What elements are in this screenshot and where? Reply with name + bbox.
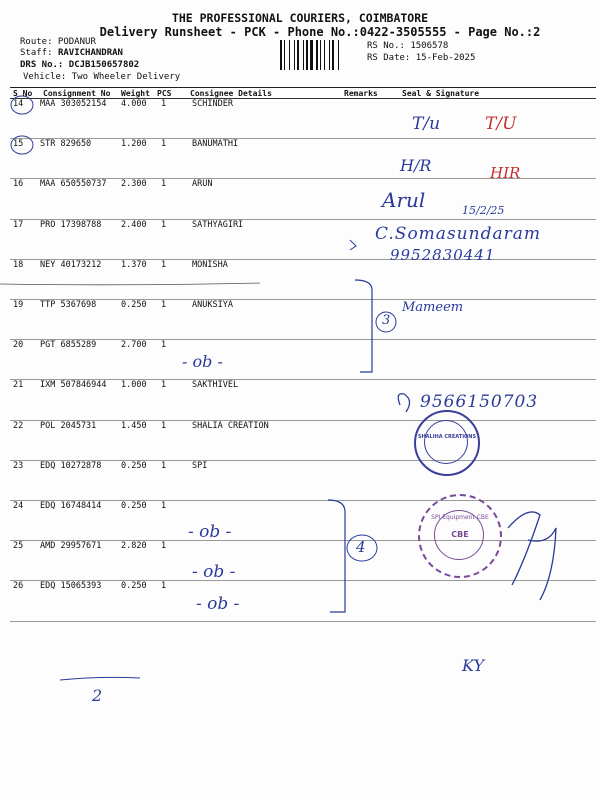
bottom-stroke <box>60 677 140 680</box>
hw-dash-25: - ob - <box>192 562 236 582</box>
hw-dash-26: - ob - <box>196 594 240 614</box>
cell-pcs: 1 <box>161 340 167 351</box>
cell-sno: 26 <box>13 581 24 592</box>
cell-sno: 25 <box>13 541 24 552</box>
cell-weight: 1.450 <box>121 420 147 431</box>
hw-right-scrawl: KY <box>462 656 485 675</box>
col-pcs: PCS <box>157 89 172 98</box>
drs-label: DRS No.: <box>20 60 69 70</box>
cell-pcs: 1 <box>161 541 167 552</box>
staff-label: Staff: <box>20 48 58 58</box>
cell-cno: IXM 507846944 <box>40 380 107 391</box>
cell-consignee: SPI <box>192 460 208 471</box>
cell-cno: POL 2045731 <box>40 420 97 431</box>
cell-sno: 16 <box>13 179 24 190</box>
hw-bottom-scrawl: 2 <box>92 686 103 705</box>
spi-stamp-text: SPI Equipment CBE <box>431 514 489 521</box>
cell-consignee: MONISHA <box>192 259 228 270</box>
cell-cno: EDQ 16748414 <box>40 501 102 511</box>
cell-cno: MAA 303052154 <box>40 99 107 109</box>
spi-stamp <box>418 494 502 578</box>
cell-consignee: SATHYAGIRI <box>192 219 244 230</box>
hw-bracket-3: 3 <box>382 313 391 328</box>
cell-cno: PGT 6855289 <box>40 340 97 351</box>
cell-sno: 15 <box>13 139 24 150</box>
col-weight: Weight <box>121 89 150 98</box>
vehicle: Vehicle: Two Wheeler Delivery <box>23 72 181 82</box>
cell-pcs: 1 <box>161 501 167 511</box>
cell-cno: AMD 29957671 <box>40 541 102 552</box>
cell-sno: 19 <box>13 300 24 310</box>
cell-weight: 2.300 <box>121 179 147 190</box>
cell-pcs: 1 <box>161 139 167 150</box>
cell-sno: 23 <box>13 460 24 471</box>
drs-number: DCJB150657802 <box>68 60 140 70</box>
cell-pcs: 1 <box>161 259 167 270</box>
cell-cno: TTP 5367698 <box>40 300 97 310</box>
cell-sno: 24 <box>13 501 24 511</box>
cell-cno: NEY 40173212 <box>40 259 102 270</box>
spi-stamp-center: CBE <box>451 530 469 539</box>
cell-pcs: 1 <box>161 300 167 310</box>
cell-sno: 14 <box>13 99 24 109</box>
cell-consignee: ANUKSIYA <box>192 300 233 310</box>
shaliha-stamp-inner-ring <box>424 420 468 464</box>
cell-consignee: SHALIA CREATION <box>192 420 269 431</box>
shaliha-stamp <box>414 410 480 476</box>
cell-weight: 2.400 <box>121 219 147 230</box>
cell-weight: 0.250 <box>121 581 147 592</box>
rs-date: RS Date: 15-Feb-2025 <box>367 53 476 63</box>
cell-cno: STR 829650 <box>40 139 92 150</box>
runsheet-subtitle: Delivery Runsheet - PCK - Phone No.:0422-3505555 - Page No.:2 <box>99 25 541 39</box>
col-sno: S No <box>13 89 33 98</box>
route: Route: PODANUR <box>20 37 96 47</box>
cell-pcs: 1 <box>161 380 167 391</box>
cell-pcs: 1 <box>161 99 167 109</box>
hw-bracket-4: 4 <box>356 538 366 556</box>
cell-consignee: ARUN <box>192 179 213 190</box>
hw-arun-signature: Arul <box>382 188 426 212</box>
spi-signature <box>508 512 556 600</box>
hw-dash-24: - ob - <box>188 522 232 542</box>
tick-mark <box>350 240 356 250</box>
cell-weight: 4.000 <box>121 99 147 109</box>
cell-cno: MAA 650550737 <box>40 179 107 190</box>
hw-arun-date: 15/2/25 <box>462 204 505 217</box>
circle-15 <box>11 136 33 154</box>
cell-consignee: SAKTHIVEL <box>192 380 239 391</box>
cell-pcs: 1 <box>161 581 167 592</box>
col-consignment: Consignment No <box>43 89 111 98</box>
shaliha-stamp-text: SHALIHA CREATIONS <box>417 434 477 440</box>
staff-name: RAVICHANDRAN <box>57 48 123 58</box>
sakthivel-signature <box>398 394 409 412</box>
hw-dash-20: - ob - <box>182 352 223 371</box>
hw-phone-1: 9952830441 <box>390 246 496 264</box>
cell-weight: 0.250 <box>121 501 147 511</box>
col-seal: Seal & Signature <box>402 89 480 98</box>
cell-weight: 2.700 <box>121 340 147 351</box>
cell-sno: 18 <box>13 259 24 270</box>
hw-tu-2: T/U <box>485 114 517 134</box>
rs-number: RS No.: 1506578 <box>367 41 449 51</box>
company-title: THE PROFESSIONAL COURIERS, COIMBATORE <box>171 11 429 25</box>
hw-hr-2: HIR <box>490 164 521 182</box>
hw-sathya-name: C.Somasundaram <box>375 224 541 244</box>
cell-weight: 1.370 <box>121 259 147 270</box>
cell-sno: 21 <box>13 380 24 391</box>
bracket-19-20 <box>355 280 372 372</box>
hw-tu-1: T/u <box>412 114 441 134</box>
cell-weight: 1.200 <box>121 139 147 150</box>
cell-sno: 20 <box>13 340 24 351</box>
col-remarks: Remarks <box>344 89 378 98</box>
cell-consignee: BANUMATHI <box>192 139 239 150</box>
cell-sno: 17 <box>13 219 24 230</box>
circle-14 <box>11 96 33 114</box>
cell-weight: 1.000 <box>121 380 147 391</box>
cell-pcs: 1 <box>161 420 167 431</box>
hw-phone-2: 9566150703 <box>420 392 539 412</box>
hw-mameem: Mameem <box>402 300 464 315</box>
col-consignee: Consignee Details <box>190 89 272 98</box>
cell-cno: EDQ 15065393 <box>40 581 102 592</box>
cell-pcs: 1 <box>161 219 167 230</box>
cell-pcs: 1 <box>161 179 167 190</box>
cell-sno: 22 <box>13 420 24 431</box>
cell-weight: 0.250 <box>121 300 147 310</box>
cell-weight: 2.820 <box>121 541 147 552</box>
cell-cno: EDQ 10272878 <box>40 460 102 471</box>
cell-consignee: SCHINDER <box>192 99 233 109</box>
cell-cno: PRO 17398788 <box>40 219 102 230</box>
bracket-24-26 <box>328 500 345 612</box>
cell-pcs: 1 <box>161 460 167 471</box>
hw-hr-1: H/R <box>400 156 432 175</box>
pen-line <box>0 283 260 285</box>
cell-weight: 0.250 <box>121 460 147 471</box>
